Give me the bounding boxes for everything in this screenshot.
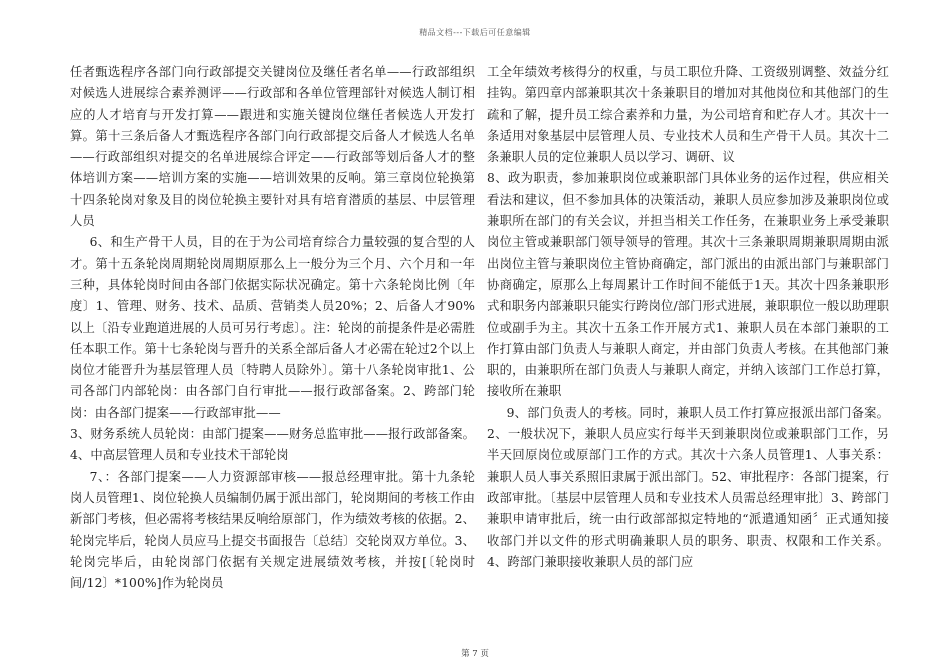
paragraph: 6、和生产骨干人员，目的在于为公司培育综合力量较强的复合型的人才。第十五条轮岗周期轮岗周期原那么上一般分为三个月、六个月和一年三种，具体轮岗时间由各部门依据实际状况确定。第十六条轮岗比例〔年度〕1、管理、财务、技术、品质、营销类人员20%；2、后备人才90%以上〔沿专业跑道进展的人员可另行考虑〕。注：轮岗的前提条件是必需胜任本职工作。第十七条轮岗与晋升的关系全部后备人才必需在轮过2个以上岗位才能晋升为基层管理人员〔特聘人员除外〕。第十八条轮岗审批1、公司各部门内部轮岗：由各部门自行审批——报行政部备案。2、跨部门轮岗：由各部门提案——行政部审批—— (70, 235, 475, 420)
paragraph: 9、部门负责人的考核。同时，兼职人员工作打算应报派出部门备案。2、一般状况下，兼职人员应实行每半天到兼职岗位或兼职部门工作，另半天回原岗位或原部门工作的方式。其次十六条人员管理1、人事关系：兼职人员人事关系照旧隶属于派出部门。52、审批程序：各部门提案，行政部审批。〔基层中层管理人员和专业技术人员需总经理审批〕3、跨部门兼职申请审批后，统一由行政部部拟定特地的“派遣通知函〞正式通知接收部门并以文件的形式明确兼职人员的职务、职责、权限和工作关系。4、跨部门兼职接收兼职人员的部门应 (487, 405, 889, 569)
left-text-column (70, 62, 475, 594)
paragraph: 8、政为职责，参加兼职岗位或兼职部门具体业务的运作过程，供应相关看法和建议，但不参加具体的决策活动，兼职人员应参加涉及兼职岗位或兼职所在部门的有关会议，并担当相关工作任务，在兼职业务上承受兼职岗位主管或兼职部门领导领导的管理。其次十三条兼职周期兼职周期由派出岗位主管与兼职岗位主管协商确定，部门派出的由派出部门与兼职部门协商确定，原那么上每周累计工作时间不能低于1天。其次十四条兼职形式和职务内部兼职只能实行跨岗位/部门形式进展，兼职职位一般以助理职位或副手为主。其次十五条工作开展方式1、兼职人员在本部门兼职的工作打算由部门负责人与兼职人商定，并由部门负责人考核。在其他部门兼职的，由兼职所在部门负责人与兼职人商定，并纳入该部门工作总打算，接收所在兼职 (487, 171, 889, 399)
right-text-column (487, 62, 889, 573)
document-header: 精品文档---下载后可任意编辑 (419, 28, 531, 37)
paragraph: 3、财务系统人员轮岗：由部门提案——财务总监审批——报行政部备案。4、中高层管理人员和专业技术干部轮岗 (70, 427, 475, 463)
paragraph: 工全年绩效考核得分的权重，与员工职位升降、工资级别调整、效益分红挂钩。第四章内部兼职其次十条兼职目的增加对其他岗位和其他部门的生疏和了解，提升员工综合素养和力量，为公司培育和贮存人才。其次十一条适用对象基层中层管理人员、专业技术人员和生产骨干人员。其次十二条兼职人员的定位兼职人员以学习、调研、议 (487, 65, 889, 165)
paragraph: 7、：各部门提案——人力资源部审核——报总经理审批。第十九条轮岗人员管理1、岗位轮换人员编制仍属于派出部门，轮岗期间的考核工作由新部门考核，但必需将考核结果反响给原部门，作为绩效考核的依据。2、轮岗完毕后，轮岗人员应马上提交书面报告〔总结〕交轮岗双方单位。3、轮岗完毕后，由轮岗部门依据有关规定进展绩效考核，并按[〔轮岗时间/12〕*100%]作为轮岗员 (70, 469, 475, 591)
page-number: 第 7 页 (461, 649, 489, 659)
paragraph: 任者甄选程序各部门向行政部提交关键岗位及继任者名单——行政部组织对候选人进展综合素养测评——行政部和各单位管理部针对候选人制订相应的人才培育与开发打算——跟进和实施关键岗位继任者候选人开发打算。第十三条后备人才甄选程序各部门向行政部提交后备人才候选人名单——行政部组织对提交的名单进展综合评定——行政部等划后备人才的整体培训方案——培训方案的实施——培训效果的反响。第三章岗位轮换第十四条轮岗对象及目的岗位轮换主要针对具有培育潜质的基层、中层管理人员 (70, 65, 475, 229)
